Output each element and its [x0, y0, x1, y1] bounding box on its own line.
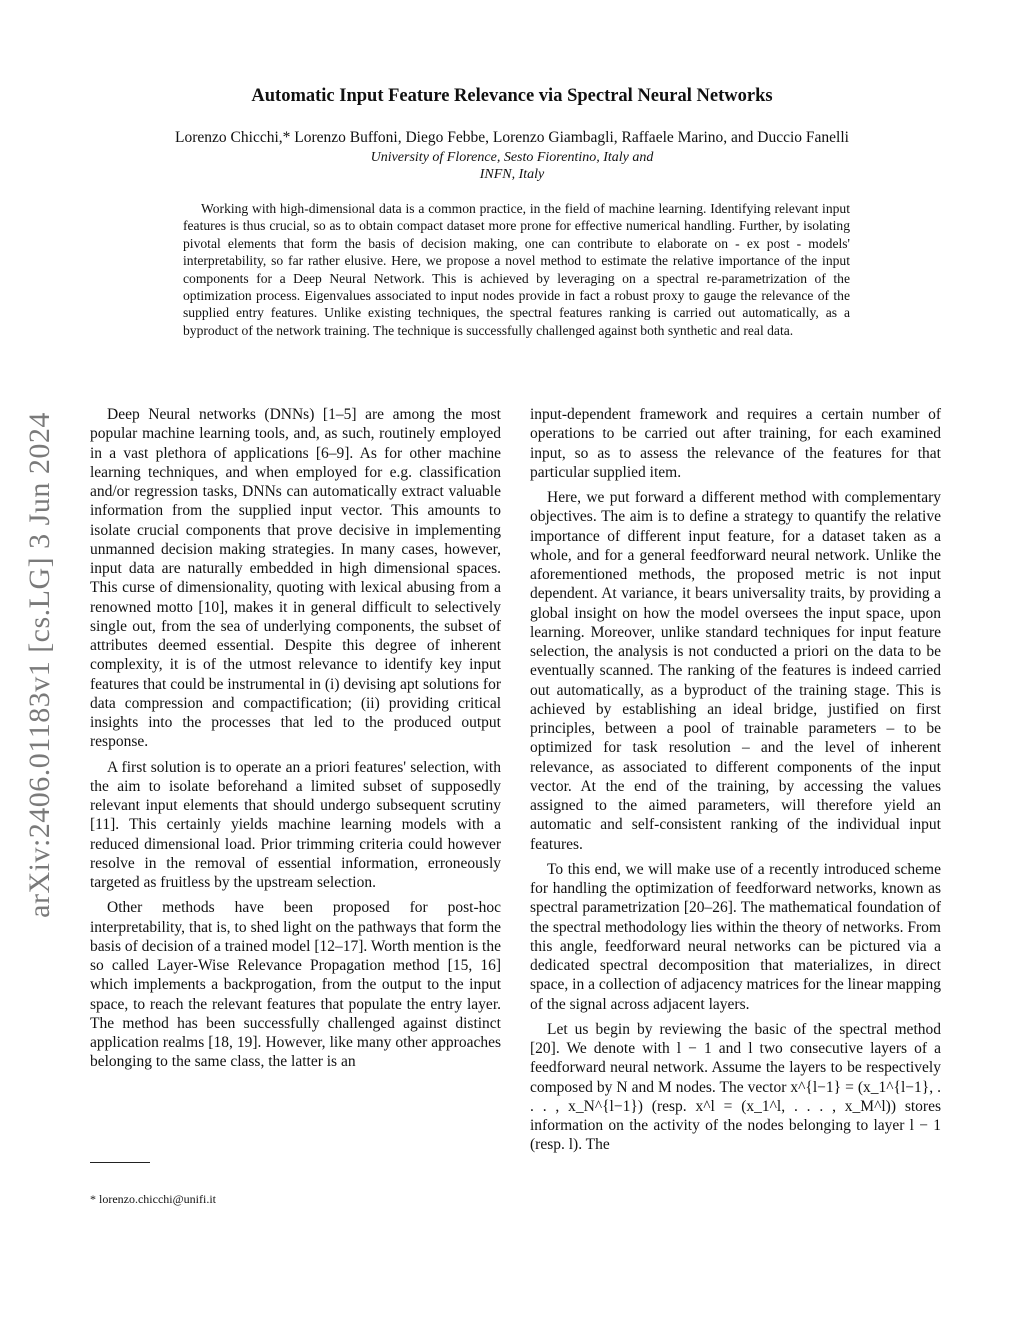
paragraph: Let us begin by reviewing the basic of the spectral method [20]. We denote with l − 1 and l two consecutive layers of a feedforward neural network. Assume the layers to be respectively composed by N and M nodes. The vector x^{l−1} = (x_1^{l−1}, . . . , x_N^{l−1}) (resp. x^l = (x_1^l, . . . , x_M^l)) stores information on the activity of the nodes belonging to layer l − 1 (resp. l). The: [530, 1020, 941, 1154]
affiliation-line-1: University of Florence, Sesto Fiorentino, Italy and: [370, 150, 654, 165]
paragraph: Deep Neural networks (DNNs) [1–5] are among the most popular machine learning tools, and, as such, routinely employed in a vast plethora of applications [6–9]. As for other machine learning techniques, and when employed for e.g. classification and/or regression tasks, DNNs can automatically extract valuable information from the supplied input vector. This amounts to isolate crucial components that prove decisive in implementing unmanned decision making strategies. In many cases, however, input data are naturally embedded in high dimensional spaces. This curse of dimensionality, quoting with lexical abusing from a renowned motto [10], makes it in general difficult to selectively single out, from the sea of underlying components, the subset of attributes deemed essential. Despite this degree of inherent complexity, it is of the utmost relevance to identify key input features that could be instrumental in (i) devising apt solutions for data compression and compactification; (ii) providing critical insights into the processes that led to the produced output response.: [90, 406, 501, 751]
left-column: [90, 405, 501, 1078]
arxiv-identifier: arXiv:2406.01183v1 [cs.LG] 3 Jun 2024: [23, 412, 57, 918]
author-list: Lorenzo Chicchi,* Lorenzo Buffoni, Diego Febbe, Lorenzo Giambagli, Raffaele Marino, and Duccio Fanelli: [175, 129, 849, 146]
paragraph: input-dependent framework and requires a certain number of operations to be carried out after training, for each examined input, so as to assess the relevance of the features for that particular supplied item.: [530, 406, 941, 481]
paragraph: To this end, we will make use of a recently introduced scheme for handling the optimization of feedforward networks, known as spectral parametrization [20–26]. The mathematical foundation of the spectral methodology lies within the theory of networks. From this angle, feedforward neural networks can be pictured via a dedicated spectral decomposition that materializes, in direct space, in a collection of adjacency matrices for the linear mapping of the signal across adjacent layers.: [530, 860, 941, 1013]
paragraph: Here, we put forward a different method with complementary objectives. The aim is to define a strategy to quantify the relative importance of different input feature, for a dataset taken as a whole, and for a general feedforward neural network. Unlike the aforementioned methods, the proposed metric is not input dependent. At variance, it bears universality traits, by providing a global insight on how the model oversees the input space, upon learning. Moreover, unlike standard techniques for input feature selection, the analysis is not conducted a priori on the data to be eventually scanned. The ranking of the features is indeed carried out automatically, as a byproduct of the training stage. This is achieved by establishing an ideal bridge, justified on first principles, between a pool of trainable parameters – to be optimized for task resolution – and the level of inherent relevance, as associated to different components of the input vector. At the end of the training, by accessing the values assigned to the aimed parameters, will therefore yield an automatic and self-consistent ranking of the individual input features.: [530, 489, 941, 853]
footnote-rule: [90, 1162, 150, 1163]
affiliation-line-2: INFN, Italy: [479, 167, 545, 182]
paragraph: Other methods have been proposed for post-hoc interpretability, that is, to shed light on the pathways that form the basis of decision of a trained model [12–17]. Worth mention is the so called Layer-Wise Relevance Propagation method [15, 16] which implements a backprogation, from the output to the input space, to reach the relevant features that populate the entry layer. The method has been successfully challenged against distinct application realms [18, 19]. However, like many other approaches belonging to the same class, the latter is an: [90, 899, 501, 1071]
right-column: [530, 405, 941, 1161]
paragraph: A first solution is to operate an a priori features' selection, with the aim to isolate beforehand a limited subset of supposedly relevant input elements that should undergo subsequent scrutiny [11]. This certainly yields machine learning models with a reduced dimensional load. Prior trimming criteria could however resolve in the removal of essential information, erroneously targeted as fruitless by the upstream selection.: [90, 758, 501, 891]
arxiv-stamp: [20, 365, 60, 965]
footnote-email: * lorenzo.chicchi@unifi.it: [90, 1192, 217, 1206]
abstract: Working with high-dimensional data is a common practice, in the field of machine learning. Identifying relevant input features is thus crucial, so as to obtain compact dataset more prone for effective numerical handling. Further, by isolating pivotal elements that form the basis of decision making, one can contribute to elaborate on - ex post - models' interpretability, so far rather elusive. Here, we propose a novel method to estimate the relative importance of the input components for a Deep Neural Network. This is achieved by leveraging on a spectral re-parametrization of the optimization process. Eigenvalues associated to input nodes provide in fact a robust proxy to gauge the relevance of the supplied entry features. Unlike existing techniques, the spectral features ranking is carried out automatically, as a byproduct of the network training. The technique is successfully challenged against both synthetic and real data.: [183, 201, 850, 338]
paper-title: Automatic Input Feature Relevance via Spectral Neural Networks: [251, 86, 773, 106]
